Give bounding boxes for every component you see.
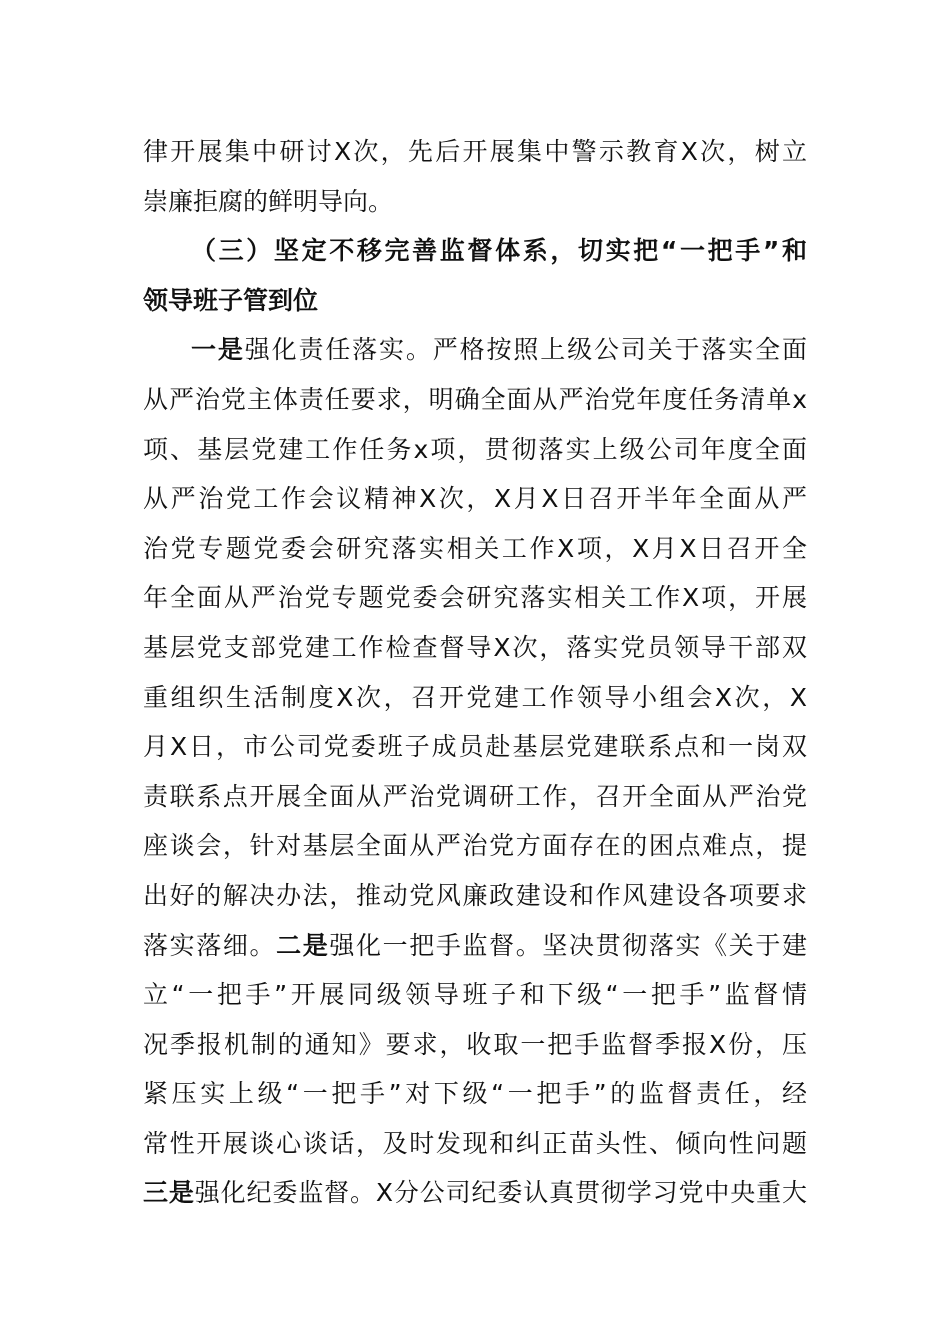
text: 常性开展谈心谈话，及时发现和纠正苗头性、倾向性问题	[143, 1128, 807, 1158]
document-page	[143, 127, 807, 1218]
text: 况季报机制的通知》要求，收取一把手监督季报X份，压	[143, 1029, 807, 1059]
text: 重组织生活制度X次，召开党建工作领导小组会X次，X	[143, 682, 807, 712]
paragraph-line	[143, 325, 807, 375]
text: 基层党支部党建工作检查督导X次，落实党员领导干部双	[143, 632, 807, 662]
bold-text: 领导班子管到位	[143, 285, 319, 315]
paragraph-line	[143, 1168, 807, 1218]
text: 年全面从严治党专题党委会研究落实相关工作X项，开展	[143, 583, 807, 613]
paragraph-line	[143, 127, 807, 177]
paragraph-line	[143, 524, 807, 574]
paragraph-line	[143, 177, 807, 227]
paragraph-line	[143, 772, 807, 822]
bold-text: 二是	[276, 930, 330, 960]
paragraph-line	[143, 970, 807, 1020]
paragraph-line	[143, 1069, 807, 1119]
text: 崇廉拒腐的鲜明导向。	[143, 186, 394, 216]
text: 治党专题党委会研究落实相关工作X项，X月X日召开全	[143, 533, 807, 563]
paragraph-line	[143, 871, 807, 921]
text: 立“一把手”开展同级领导班子和下级“一把手”监督情	[143, 980, 807, 1010]
text: 从严治党主体责任要求，明确全面从严治党年度任务清单x	[143, 384, 807, 414]
paragraph-line	[143, 623, 807, 673]
paragraph-line	[143, 1119, 807, 1169]
text: 落实落细。	[143, 930, 277, 960]
paragraph-line	[143, 1020, 807, 1070]
text: 强化纪委监督。X分公司纪委认真贯彻学习党中央重大	[194, 1178, 807, 1208]
bold-text: （三）坚定不移完善监督体系，切实把“一把手”和	[191, 236, 807, 266]
text: 项、基层党建工作任务x项，贯彻落实上级公司年度全面	[143, 434, 807, 464]
paragraph-line	[143, 375, 807, 425]
text: 出好的解决办法，推动党风廉政建设和作风建设各项要求	[143, 880, 807, 910]
text: 强化一把手监督。坚决贯彻落实《关于建	[329, 930, 807, 960]
text: 月X日，市公司党委班子成员赴基层党建联系点和一岗双	[143, 732, 807, 762]
section-heading-line	[143, 276, 807, 326]
paragraph-line	[143, 673, 807, 723]
text: 座谈会，针对基层全面从严治党方面存在的困点难点，提	[143, 831, 807, 861]
text: 紧压实上级“一把手”对下级“一把手”的监督责任，经	[143, 1079, 807, 1109]
bold-text: 一是	[191, 335, 245, 365]
text: 律开展集中研讨X次，先后开展集中警示教育X次，树立	[143, 137, 807, 166]
text: 责联系点开展全面从严治党调研工作，召开全面从严治党	[143, 781, 807, 811]
paragraph-line	[143, 573, 807, 623]
section-heading-line	[143, 226, 807, 276]
paragraph-line	[143, 821, 807, 871]
bold-text: 三是	[143, 1178, 195, 1208]
paragraph-line	[143, 722, 807, 772]
paragraph-line	[143, 921, 807, 971]
text: 从严治党工作会议精神X次，X月X日召开半年全面从严	[143, 484, 807, 514]
text: 强化责任落实。严格按照上级公司关于落实全面	[244, 335, 807, 365]
paragraph-line	[143, 425, 807, 475]
paragraph-line	[143, 474, 807, 524]
